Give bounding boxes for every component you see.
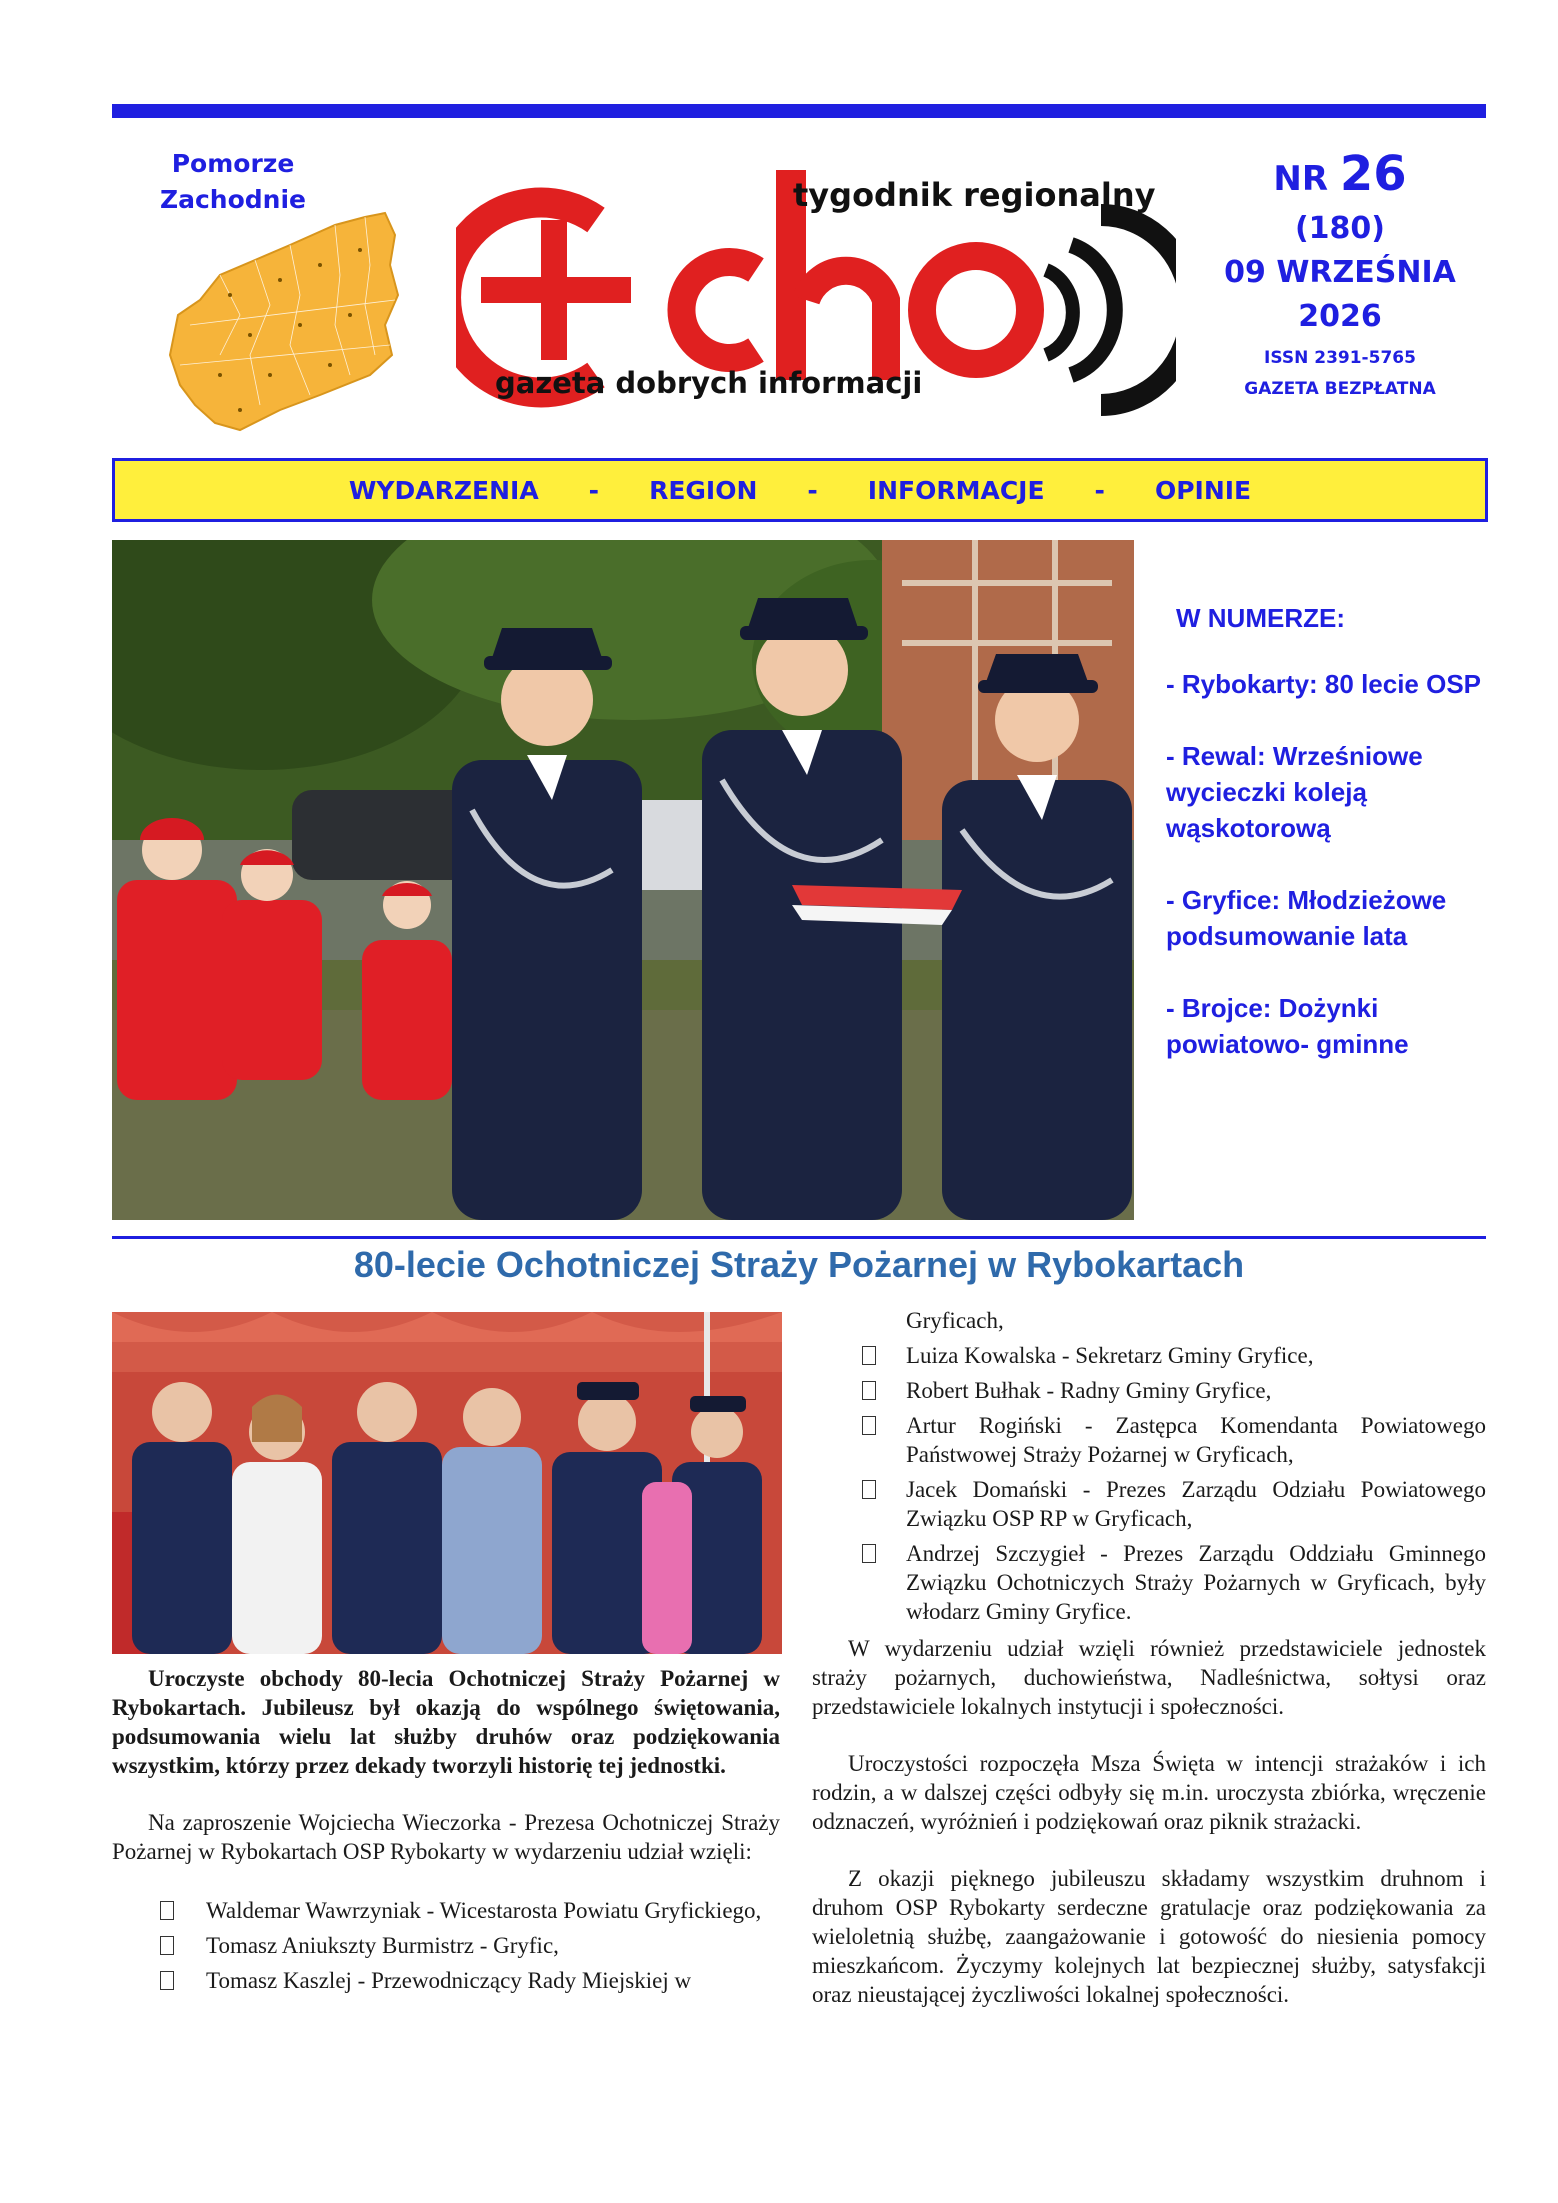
bullet-icon [862,1346,876,1365]
main-photo [112,540,1134,1220]
guest-text: Jacek Domański - Prezes Zarządu Odziału Powiatowego Związku OSP RP w Gryficach, [906,1477,1486,1531]
article-column-left [112,1664,780,2003]
menu-item-wydarzenia: WYDARZENIA [348,475,539,505]
region-map [160,205,400,435]
list-item [812,1376,1486,1405]
region-line-2: Zachodnie [159,185,306,214]
guest-text: Waldemar Wawrzyniak - Wicestarosta Powiatu Gryfickiego, [206,1898,762,1923]
guest-text: Tomasz Aniukszty Burmistrz - Gryfic, [206,1933,559,1958]
in-this-issue [1166,600,1496,1098]
article-column-right [812,1306,1486,2039]
list-item [812,1539,1486,1626]
menu-item-informacje: INFORMACJE [867,475,1045,505]
guest-text: Tomasz Kaszlej - Przewodniczący Rady Miejskiej w [206,1968,692,1993]
free-label: GAZETA BEZPŁATNA [1244,379,1436,399]
issue-nr-value: 26 [1339,146,1407,202]
article-paragraph: Uroczystości rozpoczęła Msza Święta w intencji strażaków i ich rodzin, a w dalszej części odbyły się m.in. uroczysta zbiórka, wręczenie odznaczeń, wyróżnień i podziękowań oraz piknik strażacki. [812,1751,1486,1834]
bullet-icon [160,1971,174,1990]
bullet-icon [862,1416,876,1435]
list-item [812,1341,1486,1370]
issue-number [1200,146,1480,207]
article-paragraph: W wydarzeniu udział wzięli również przedstawiciele jednostek straży pożarnych, duchowieństwa, Nadleśnictwa, sołtysi oraz przedstawiciele lokalnych instytucji i społeczności. [812,1636,1486,1719]
issue-year: 2026 [1298,299,1382,334]
issn: ISSN 2391-5765 [1264,348,1416,368]
toc-item: - Rybokarty: 80 lecie OSP [1166,669,1482,699]
toc-item: - Brojce: Dożynki powiatowo- gminne [1166,993,1409,1059]
guest-text: Robert Bułhak - Radny Gminy Gryfice, [906,1378,1272,1403]
bullet-icon [862,1544,876,1563]
toc-item: - Rewal: Wrześniowe wycieczki koleją wąskotorową [1166,741,1423,843]
menu-item-region: REGION [649,475,758,505]
toc-title: W NUMERZE: [1176,603,1345,633]
article-lead: Uroczyste obchody 80-lecia Ochotniczej Straży Pożarnej w Rybokartach. Jubileusz był okazją do wspólnego świętowania, podsumowania wielu lat służby druhów oraz podziękowania wszystkim, którzy przez dekady tworzyli historię tej jednostki. [112,1666,780,1778]
article-photo [112,1312,782,1654]
list-item [112,1896,780,1925]
menu-separator: - [588,475,600,505]
list-item [812,1475,1486,1533]
top-rule [112,104,1486,118]
list-item [812,1411,1486,1469]
tagline-bottom: gazeta dobrych informacji [495,366,923,400]
toc-item: - Gryfice: Młodzieżowe podsumowanie lata [1166,885,1447,951]
article-headline: 80-lecie Ochotniczej Straży Pożarnej w Rybokartach [353,1244,1245,1285]
list-item [112,1966,780,1995]
article-divider [112,1236,1486,1239]
tagline-top: tygodnik regionalny [793,176,1156,214]
issue-seq: (180) [1294,211,1386,246]
list-item [112,1931,780,1960]
bullet-icon [862,1381,876,1400]
section-menu [112,458,1488,522]
guest-text: Luiza Kowalska - Sekretarz Gminy Gryfice, [906,1343,1314,1368]
guest-list [112,1896,780,1995]
guest-continued: Gryficach, [906,1308,1004,1333]
issue-nr-label: NR [1273,159,1328,199]
issue-info [1200,146,1480,405]
guest-text: Andrzej Szczygieł - Prezes Zarządu Oddziału Gminnego Związku Ochotniczych Straży Pożarnych w Gryficach, były włodarz Gminy Gryfice. [906,1541,1486,1624]
bullet-icon [160,1936,174,1955]
menu-separator: - [1094,475,1105,505]
bullet-icon [862,1480,876,1499]
article-intro: Na zaproszenie Wojciecha Wieczorka - Prezesa Ochotniczej Straży Pożarnej w Rybokartach OSP Rybokarty w wydarzeniu udział wzięli: [112,1810,780,1864]
issue-date: 09 WRZEŚNIA [1224,255,1456,290]
guest-text: Artur Rogiński - Zastępca Komendanta Powiatowego Państwowej Straży Pożarnej w Gryficach, [906,1413,1486,1467]
guest-list [812,1341,1486,1626]
menu-item-opinie: OPINIE [1154,475,1252,505]
article-paragraph: Z okazji pięknego jubileuszu składamy wszystkim druhnom i druhom OSP Rybokarty serdeczne gratulacje oraz podziękowania za wieloletnią służbę, zaangażowanie i gotowość do niesienia pomocy mieszkańcom. Życzymy kolejnych lat bezpiecznej służby, satysfakcji oraz nieustającej życzliwości lokalnej społeczności. [812,1866,1486,2007]
menu-separator: - [807,475,818,505]
region-line-1: Pomorze [171,149,295,178]
bullet-icon [160,1901,174,1920]
